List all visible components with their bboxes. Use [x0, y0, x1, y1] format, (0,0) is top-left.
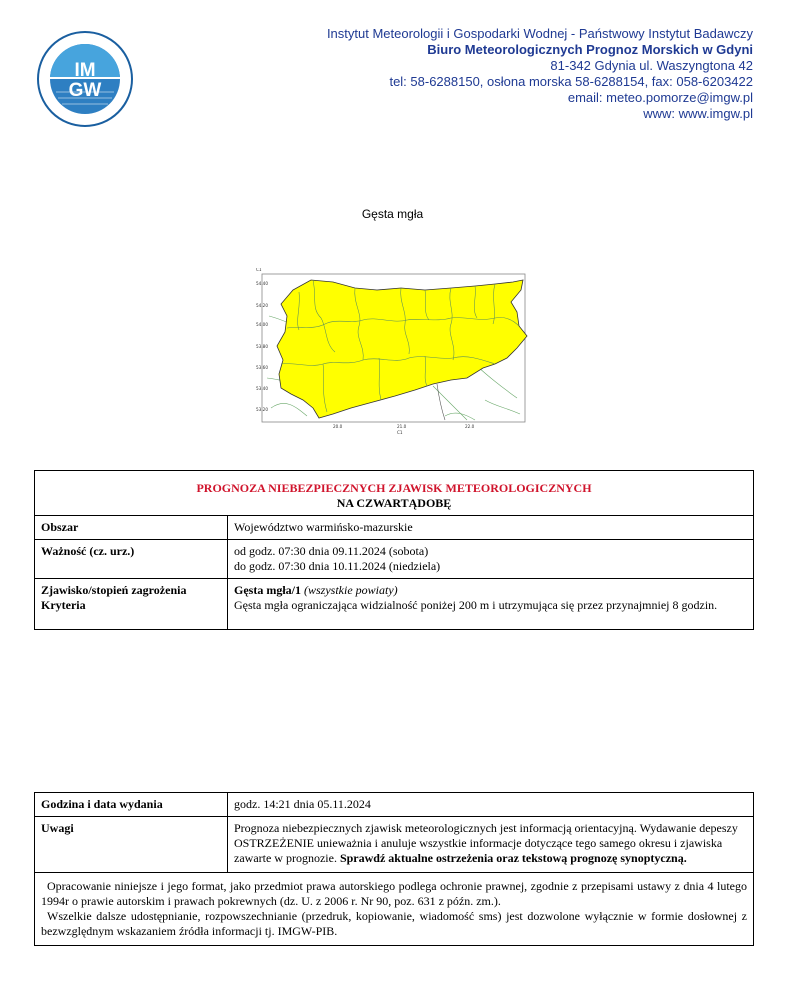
- notes-text: Prognoza niebezpiecznych zjawisk meteorologicznych jest informacją orientacyjną. Wydawanie depeszy OSTRZEŻENIE unieważnia i anuluje wszystkie informacje dotyczące tego samego okresu i zjawiska zawarte w prognozie.: [234, 821, 738, 865]
- x-tick: 21.0: [397, 424, 407, 429]
- distribution-text: Wszelkie dalsze udostępnianie, rozpowszechnianie (przedruk, kopiowanie, wiadomość sms) jest dozwolone wyłącznie w formie dosłownej z bezwzględnym wskazaniem źródła informacji tj. IMGW-PIB.: [41, 909, 747, 938]
- x-tick: 22.0: [465, 424, 475, 429]
- area-value: Województwo warmińsko-mazurskie: [228, 516, 754, 540]
- office-name: Biuro Meteorologicznych Prognoz Morskich w Gdyni: [427, 42, 753, 57]
- phenomenon-cell: [228, 579, 754, 630]
- y-tick: 53.20: [256, 407, 268, 412]
- office-email[interactable]: email: meteo.pomorze@imgw.pl: [567, 90, 753, 105]
- copyright-text: Opracowanie niniejsze i jego format, jako przedmiot prawa autorskiego podlega ochronie prawnej, zgodnie z przepisami ustawy z dnia 4 lutego 1994r o prawie autorskim i prawach pokrewnych (dz. U. z 2006 r. Nr 90, poz. 631 z późn. zm.).: [41, 879, 747, 908]
- imgw-logo: [36, 30, 134, 128]
- phenomenon-name: Gęsta mgła/1: [234, 583, 301, 597]
- forecast-caption: [35, 471, 754, 516]
- issued-label: Godzina i data wydania: [35, 793, 228, 817]
- notes-cell: [228, 817, 754, 873]
- y-tick: 54.00: [256, 322, 268, 327]
- map-corner-label: C1: [256, 268, 262, 272]
- validity-from: od godz. 07:30 dnia 09.11.2024 (sobota): [234, 544, 429, 558]
- phenomenon-scope: (wszystkie powiaty): [304, 583, 398, 597]
- y-tick: 53.60: [256, 365, 268, 370]
- notes-label: Uwagi: [35, 817, 228, 873]
- forecast-table: [34, 470, 754, 630]
- criteria-label: Kryteria: [41, 598, 86, 612]
- validity-to: do godz. 07:30 dnia 10.11.2024 (niedziela): [234, 559, 441, 573]
- issued-value: godz. 14:21 dnia 05.11.2024: [228, 793, 754, 817]
- office-website[interactable]: www: www.imgw.pl: [643, 106, 753, 121]
- issue-table: [34, 792, 754, 946]
- svg-text:GW: GW: [68, 80, 102, 101]
- phenomenon-description: Gęsta mgła ograniczająca widzialność poniżej 200 m i utrzymująca się przez przynajmniej 8 godzin.: [234, 598, 718, 612]
- map-title: Gęsta mgła: [361, 207, 424, 221]
- forecast-title: PROGNOZA NIEBEZPIECZNYCH ZJAWISK METEOROLOGICZNYCH: [196, 481, 592, 495]
- y-tick: 53.40: [256, 386, 268, 391]
- validity-cell: [228, 540, 754, 579]
- y-tick: 54.20: [256, 303, 268, 308]
- phenomenon-label: Zjawisko/stopień zagrożenia: [41, 583, 187, 597]
- validity-label: Ważność (cz. urz.): [35, 540, 228, 579]
- institute-name: Instytut Meteorologii i Gospodarki Wodnej - Państwowy Instytut Badawczy: [326, 26, 753, 41]
- warning-map: [255, 268, 530, 440]
- notes-bold: Sprawdź aktualne ostrzeżenia oraz tekstową prognozę synoptyczną.: [339, 851, 687, 865]
- institute-header: [327, 26, 753, 122]
- forecast-subtitle: NA CZWARTĄDOBĘ: [336, 496, 452, 510]
- y-tick: 54.40: [256, 281, 268, 286]
- y-tick: 53.80: [256, 344, 268, 349]
- area-label: Obszar: [35, 516, 228, 540]
- phenomenon-label-cell: [35, 579, 228, 630]
- map-bottom-label: C1: [397, 430, 403, 435]
- copyright-footer: [35, 873, 754, 946]
- office-address: 81-342 Gdynia ul. Waszyngtona 42: [550, 58, 753, 73]
- x-tick: 20.0: [333, 424, 343, 429]
- office-phones: tel: 58-6288150, osłona morska 58-6288154, fax: 058-6203422: [389, 74, 753, 89]
- svg-text:IM: IM: [74, 60, 96, 81]
